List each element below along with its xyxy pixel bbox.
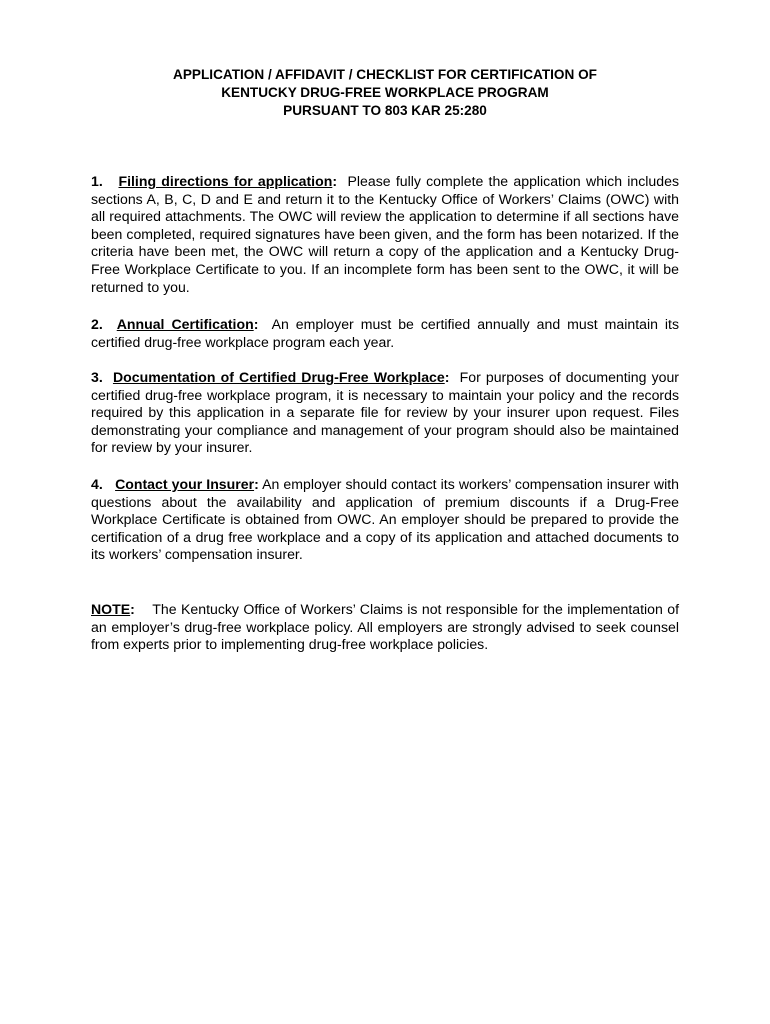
section-documentation [91,369,679,457]
section-heading: Documentation of Certified Drug-Free Workplace [112,369,445,385]
section-body: An employer must be certified annually and must maintain its certified drug-free workplace program each year. [91,316,679,350]
section-annual-certification [91,316,679,351]
title-line-3: PURSUANT TO 803 KAR 25:280 [283,103,487,118]
section-number: 3. [91,369,103,385]
section-number: 2. [91,316,103,332]
section-colon: : [444,369,450,385]
section-colon: : [254,476,259,492]
section-colon: : [253,316,259,332]
section-colon: : [332,173,338,189]
section-heading: Filing directions for application [118,173,333,189]
section-heading: Contact your Insurer [115,476,255,492]
note-colon: : [130,601,135,617]
document-title [91,66,679,120]
title-line-1: APPLICATION / AFFIDAVIT / CHECKLIST FOR CERTIFICATION OF [173,67,597,82]
title-line-2: KENTUCKY DRUG-FREE WORKPLACE PROGRAM [221,85,549,100]
section-number: 1. [91,173,103,189]
section-filing-directions [91,173,679,296]
section-body: For purposes of documenting your certified drug-free workplace program, it is necessary to maintain your policy and the records required by this application in a separate file for review by your insurer upon request. Files demonstrating your compliance and management of your program should also be maintained for review by your insurer. [91,369,679,456]
section-body: An employer should contact its workers’ compensation insurer with questions about the availability and application of premium discounts if a Drug-Free Workplace Certificate is obtained from OWC. An employer should be prepared to provide the certification of a drug free workplace and a copy of its application and attached documents to its workers’ compensation insurer. [91,476,679,563]
section-contact-insurer [91,476,679,564]
section-number: 4. [91,476,103,492]
section-heading: Annual Certification [116,316,254,332]
section-body: Please fully complete the application which includes sections A, B, C, D and E and return it to the Kentucky Office of Workers’ Claims (OWC) with all required attachments. The OWC will review the application to determine if all sections have been completed, required signatures have been given, and the form has been notarized. If the criteria have been met, the OWC will return a copy of the application and a Kentucky Drug-Free Workplace Certificate to you. If an incomplete form has been sent to the OWC, it will be returned to you. [91,173,679,295]
note-body: The Kentucky Office of Workers’ Claims is not responsible for the implementation of an employer’s drug-free workplace policy. All employers are strongly advised to seek counsel from experts prior to implementing drug-free workplace policies. [91,601,679,653]
note-label: NOTE [91,601,131,617]
note-paragraph [91,601,679,654]
